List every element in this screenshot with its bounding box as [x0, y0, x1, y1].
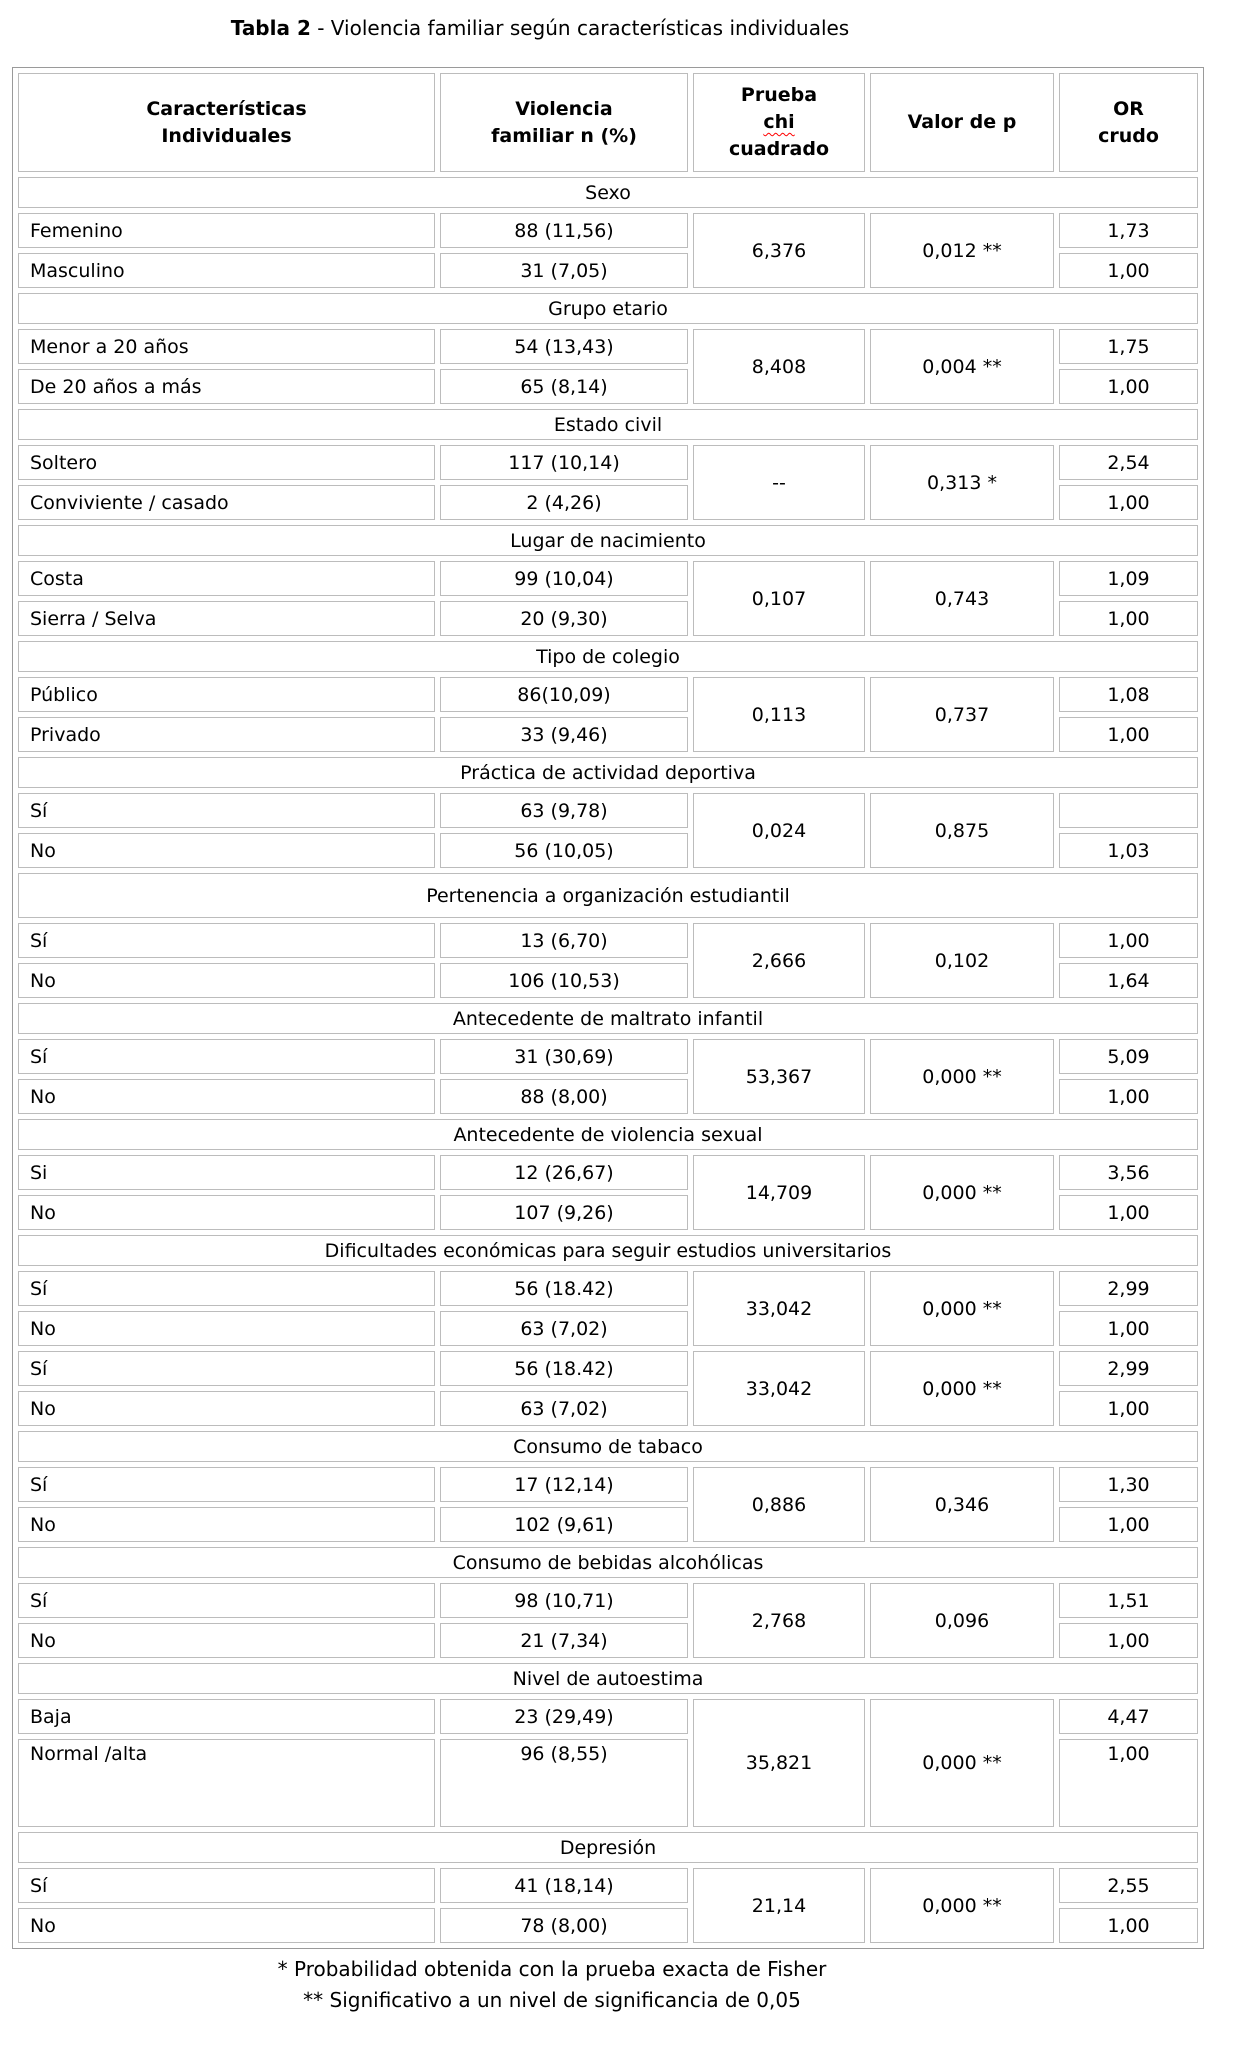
or-value: 1,00: [1059, 369, 1198, 404]
row-n-percent: 88 (8,00): [440, 1079, 688, 1114]
or-value: 2,54: [1059, 445, 1198, 480]
p-value: 0,875: [870, 793, 1054, 868]
header-or-crudo: [1059, 73, 1198, 172]
spellcheck-squiggle: chi: [763, 111, 795, 133]
or-value: 5,09: [1059, 1039, 1198, 1074]
row-label: No: [18, 963, 435, 998]
row-label: Sí: [18, 1583, 435, 1618]
or-value: 1,73: [1059, 213, 1198, 248]
or-value: [1059, 793, 1198, 828]
header-line: crudo: [1098, 124, 1159, 147]
or-value: 1,03: [1059, 833, 1198, 868]
section-title: Dificultades económicas para seguir estudios universitarios: [18, 1235, 1198, 1266]
row-label: Público: [18, 677, 435, 712]
data-row: [18, 1155, 1198, 1190]
section-title: Estado civil: [18, 409, 1198, 440]
chi-square-value: 33,042: [693, 1271, 865, 1346]
data-row: [18, 793, 1198, 828]
or-value: 1,00: [1059, 253, 1198, 288]
row-n-percent: 78 (8,00): [440, 1908, 688, 1943]
section-title: Antecedente de violencia sexual: [18, 1119, 1198, 1150]
or-value: 1,00: [1059, 1623, 1198, 1658]
p-value: 0,000 **: [870, 1155, 1054, 1230]
section-title: Antecedente de maltrato infantil: [18, 1003, 1198, 1034]
header-line: Violencia: [515, 97, 613, 120]
section-row: [18, 1547, 1198, 1578]
data-row: [18, 1271, 1198, 1306]
row-label: Baja: [18, 1699, 435, 1734]
p-value: 0,004 **: [870, 329, 1054, 404]
row-n-percent: 102 (9,61): [440, 1507, 688, 1542]
p-value: 0,102: [870, 923, 1054, 998]
row-label: Sí: [18, 1039, 435, 1074]
row-n-percent: 106 (10,53): [440, 963, 688, 998]
or-value: 1,00: [1059, 1739, 1198, 1827]
or-value: 1,00: [1059, 485, 1198, 520]
row-n-percent: 12 (26,67): [440, 1155, 688, 1190]
header-caracteristicas-individuales: [18, 73, 435, 172]
section-row: [18, 177, 1198, 208]
violence-table: [12, 67, 1204, 1949]
table-body: [18, 177, 1198, 1943]
p-value: 0,000 **: [870, 1039, 1054, 1114]
data-row: [18, 213, 1198, 248]
data-row: [18, 677, 1198, 712]
row-label: No: [18, 1079, 435, 1114]
row-n-percent: 63 (9,78): [440, 793, 688, 828]
row-n-percent: 107 (9,26): [440, 1195, 688, 1230]
section-title: Consumo de bebidas alcohólicas: [18, 1547, 1198, 1578]
row-n-percent: 117 (10,14): [440, 445, 688, 480]
chi-square-value: 21,14: [693, 1868, 865, 1943]
or-value: 1,00: [1059, 1507, 1198, 1542]
row-n-percent: 98 (10,71): [440, 1583, 688, 1618]
p-value: 0,000 **: [870, 1351, 1054, 1426]
row-n-percent: 88 (11,56): [440, 213, 688, 248]
row-n-percent: 86(10,09): [440, 677, 688, 712]
chi-square-value: 14,709: [693, 1155, 865, 1230]
row-n-percent: 96 (8,55): [440, 1739, 688, 1827]
or-value: 2,55: [1059, 1868, 1198, 1903]
or-value: 1,00: [1059, 1311, 1198, 1346]
p-value: 0,000 **: [870, 1271, 1054, 1346]
section-row: [18, 1119, 1198, 1150]
p-value: 0,096: [870, 1583, 1054, 1658]
chi-square-value: 33,042: [693, 1351, 865, 1426]
row-n-percent: 63 (7,02): [440, 1311, 688, 1346]
p-value: 0,000 **: [870, 1868, 1054, 1943]
table-caption: [0, 14, 1080, 42]
section-title: Sexo: [18, 177, 1198, 208]
p-value: 0,012 **: [870, 213, 1054, 288]
row-n-percent: 65 (8,14): [440, 369, 688, 404]
section-title: Pertenencia a organización estudiantil: [18, 873, 1198, 918]
row-label: No: [18, 1391, 435, 1426]
row-label: No: [18, 1311, 435, 1346]
or-value: 1,00: [1059, 717, 1198, 752]
data-row: [18, 1583, 1198, 1618]
section-title: Lugar de nacimiento: [18, 525, 1198, 556]
row-label: Si: [18, 1155, 435, 1190]
header-row: [18, 73, 1198, 172]
footnote-fisher: * Probabilidad obtenida con la prueba exacta de Fisher: [277, 1957, 827, 1981]
section-row: [18, 293, 1198, 324]
or-value: 2,99: [1059, 1271, 1198, 1306]
section-row: [18, 1431, 1198, 1462]
p-value: 0,000 **: [870, 1699, 1054, 1827]
or-value: 1,75: [1059, 329, 1198, 364]
row-label: Menor a 20 años: [18, 329, 435, 364]
or-value: 1,00: [1059, 923, 1198, 958]
data-row: [18, 923, 1198, 958]
section-row: [18, 1235, 1198, 1266]
section-row: [18, 757, 1198, 788]
row-label: Sí: [18, 793, 435, 828]
section-row: [18, 873, 1198, 918]
section-title: Depresión: [18, 1832, 1198, 1863]
section-row: [18, 1663, 1198, 1694]
or-value: 2,99: [1059, 1351, 1198, 1386]
data-row: [18, 1467, 1198, 1502]
row-label: Masculino: [18, 253, 435, 288]
chi-square-value: 2,768: [693, 1583, 865, 1658]
row-label: Sí: [18, 923, 435, 958]
data-row: [18, 1351, 1198, 1386]
row-n-percent: 20 (9,30): [440, 601, 688, 636]
chi-square-value: 53,367: [693, 1039, 865, 1114]
or-value: 3,56: [1059, 1155, 1198, 1190]
row-label: No: [18, 1507, 435, 1542]
row-n-percent: 21 (7,34): [440, 1623, 688, 1658]
header-line: familiar n (%): [491, 124, 637, 147]
section-row: [18, 409, 1198, 440]
data-row: [18, 1039, 1198, 1074]
table-caption-number: Tabla 2: [230, 16, 311, 40]
row-label: Sierra / Selva: [18, 601, 435, 636]
p-value: 0,737: [870, 677, 1054, 752]
header-valor-de-p: Valor de p: [870, 73, 1054, 172]
chi-square-value: 8,408: [693, 329, 865, 404]
row-n-percent: 56 (10,05): [440, 833, 688, 868]
row-n-percent: 99 (10,04): [440, 561, 688, 596]
row-label: Costa: [18, 561, 435, 596]
or-value: 1,64: [1059, 963, 1198, 998]
row-n-percent: 33 (9,46): [440, 717, 688, 752]
section-row: [18, 1832, 1198, 1863]
or-value: 1,51: [1059, 1583, 1198, 1618]
row-n-percent: 56 (18.42): [440, 1351, 688, 1386]
data-row: [18, 1699, 1198, 1734]
row-n-percent: 31 (30,69): [440, 1039, 688, 1074]
row-label: Privado: [18, 717, 435, 752]
header-violencia-familiar: [440, 73, 688, 172]
section-title: Nivel de autoestima: [18, 1663, 1198, 1694]
row-n-percent: 23 (29,49): [440, 1699, 688, 1734]
row-label: Sí: [18, 1271, 435, 1306]
chi-square-value: 0,024: [693, 793, 865, 868]
section-title: Consumo de tabaco: [18, 1431, 1198, 1462]
row-label: De 20 años a más: [18, 369, 435, 404]
row-label: No: [18, 833, 435, 868]
row-n-percent: 17 (12,14): [440, 1467, 688, 1502]
or-value: 1,30: [1059, 1467, 1198, 1502]
footnote-significance: ** Significativo a un nivel de significancia de 0,05: [303, 1988, 801, 2012]
section-row: [18, 1003, 1198, 1034]
row-label: No: [18, 1195, 435, 1230]
row-label: Normal /alta: [18, 1739, 435, 1827]
row-n-percent: 13 (6,70): [440, 923, 688, 958]
chi-square-value: 35,821: [693, 1699, 865, 1827]
chi-square-value: 0,107: [693, 561, 865, 636]
header-line: OR: [1113, 97, 1144, 120]
row-n-percent: 2 (4,26): [440, 485, 688, 520]
row-n-percent: 63 (7,02): [440, 1391, 688, 1426]
data-row: [18, 561, 1198, 596]
row-label: Femenino: [18, 213, 435, 248]
or-value: 1,09: [1059, 561, 1198, 596]
or-value: 1,00: [1059, 1391, 1198, 1426]
or-value: 1,00: [1059, 1908, 1198, 1943]
chi-square-value: 2,666: [693, 923, 865, 998]
or-value: 1,08: [1059, 677, 1198, 712]
row-n-percent: 56 (18.42): [440, 1271, 688, 1306]
data-row: [18, 445, 1198, 480]
row-n-percent: 31 (7,05): [440, 253, 688, 288]
p-value: 0,743: [870, 561, 1054, 636]
header-prueba-chi-cuadrado: [693, 73, 865, 172]
row-label: Soltero: [18, 445, 435, 480]
row-label: Conviviente / casado: [18, 485, 435, 520]
chi-square-value: 0,113: [693, 677, 865, 752]
chi-square-value: 0,886: [693, 1467, 865, 1542]
row-label: No: [18, 1623, 435, 1658]
or-value: 1,00: [1059, 1079, 1198, 1114]
header-line: Individuales: [161, 124, 292, 147]
row-label: No: [18, 1908, 435, 1943]
row-label: Sí: [18, 1467, 435, 1502]
chi-square-value: 6,376: [693, 213, 865, 288]
data-row: [18, 329, 1198, 364]
table-caption-text: - Violencia familiar según características individuales: [310, 16, 850, 40]
header-line: cuadrado: [728, 138, 830, 160]
or-value: 4,47: [1059, 1699, 1198, 1734]
header-line: [696, 109, 862, 136]
row-label: Sí: [18, 1351, 435, 1386]
section-title: Grupo etario: [18, 293, 1198, 324]
p-value: 0,313 *: [870, 445, 1054, 520]
section-row: [18, 641, 1198, 672]
or-value: 1,00: [1059, 601, 1198, 636]
row-n-percent: 54 (13,43): [440, 329, 688, 364]
footnotes: [12, 1954, 1202, 2016]
data-row: [18, 1868, 1198, 1903]
header-line: Prueba: [740, 84, 818, 106]
section-title: Práctica de actividad deportiva: [18, 757, 1198, 788]
chi-square-value: --: [693, 445, 865, 520]
row-label: Sí: [18, 1868, 435, 1903]
header-line: Características: [146, 97, 307, 120]
or-value: 1,00: [1059, 1195, 1198, 1230]
section-row: [18, 525, 1198, 556]
section-title: Tipo de colegio: [18, 641, 1198, 672]
p-value: 0,346: [870, 1467, 1054, 1542]
row-n-percent: 41 (18,14): [440, 1868, 688, 1903]
